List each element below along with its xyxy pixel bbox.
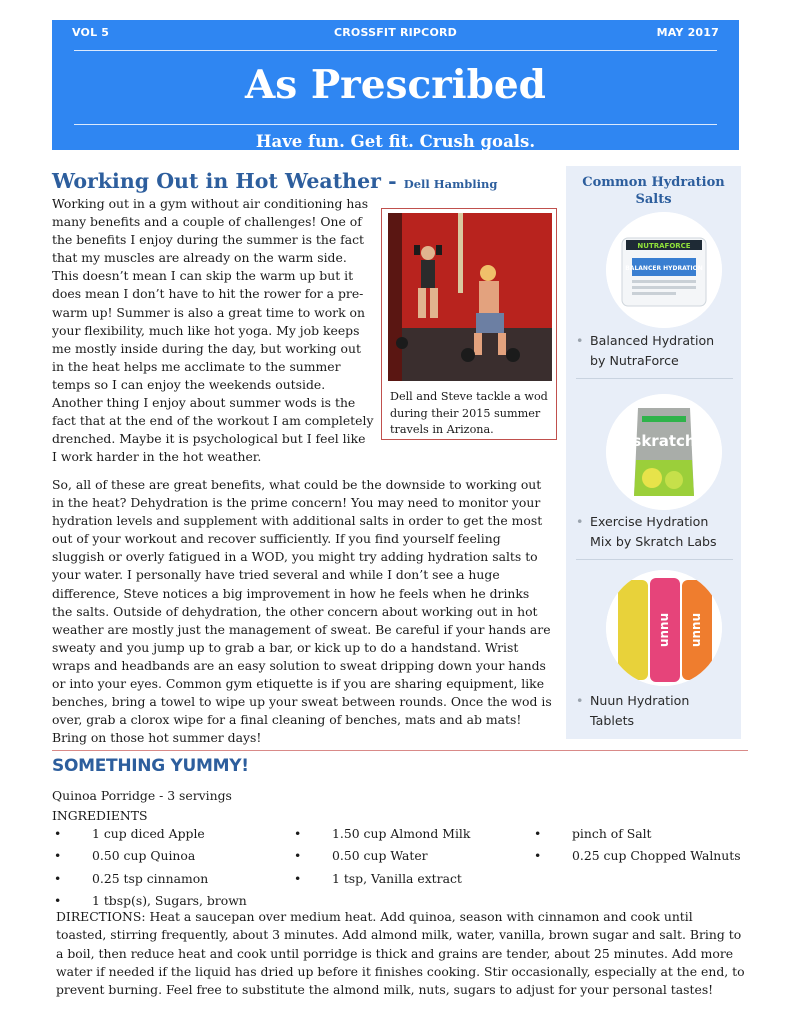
ingredients-column-2: [294, 825, 534, 892]
article-title: [52, 168, 552, 197]
recipe-directions: DIRECTIONS: Heat a saucepan over medium heat. Add quinoa, season with cinnamon and cook until toasted, stirring frequently, about 3 minutes. Add almond milk, water, vanilla, brown sugar and salt. Bring to a boil, then reduce heat and cook until porridge is thick and grains are tender, about 25 minutes. Add more water if needed if the liquid has dried up before it finishes cooking. Stir occasionally, especially at the end, to prevent burning. Feel free to substitute the almond milk, nuts, sugars to adjust for your personal tastes!: [56, 909, 745, 998]
sidebar-item-label: Balanced Hydration by NutraForce: [590, 333, 715, 368]
hydration-sidebar: [566, 166, 741, 739]
bullet: •: [54, 870, 62, 886]
sidebar-item-label: Exercise Hydration Mix by Skratch Labs: [590, 514, 717, 549]
svg-text:nuun: nuun: [658, 612, 672, 648]
sidebar-item-skratch: [576, 512, 726, 551]
sidebar-item-nuun: [576, 691, 726, 730]
sidebar-divider: [576, 378, 733, 379]
ingredient-item: [294, 870, 534, 892]
svg-text:NUTRAFORCE: NUTRAFORCE: [637, 242, 691, 250]
bullet: •: [294, 848, 302, 864]
svg-text:skratch: skratch: [632, 432, 696, 450]
ingredients-column-3: [534, 825, 754, 870]
ingredient-item: [54, 870, 294, 892]
sidebar-item-nutraforce: [576, 331, 726, 370]
nutraforce-tub-icon: [606, 212, 722, 328]
svg-text:BALANCER HYDRATION: BALANCER HYDRATION: [625, 265, 703, 272]
bullet: •: [294, 826, 302, 841]
ingredients-heading: INGREDIENTS: [52, 808, 148, 823]
ingredient-item: [294, 847, 534, 869]
bullet: •: [534, 826, 542, 841]
sidebar-item-label: Nuun Hydration Tablets: [590, 693, 690, 728]
bullet: •: [54, 848, 62, 864]
recipe-section-title: SOMETHING YUMMY!: [52, 756, 249, 776]
ingredient-text: 1 cup diced Apple: [92, 826, 205, 841]
recipe-name: Quinoa Porridge - 3 servings: [52, 788, 232, 803]
skratch-pouch-icon: [606, 394, 722, 510]
ingredient-item: [534, 847, 754, 869]
ingredient-text: 0.50 cup Quinoa: [92, 848, 196, 864]
ingredient-item: [534, 825, 754, 847]
section-divider: [52, 750, 748, 751]
masthead-top-bar: [72, 26, 719, 42]
ingredient-text: 0.25 cup Chopped Walnuts: [572, 848, 741, 864]
ingredient-text: pinch of Salt: [572, 826, 652, 841]
workout-photo-illustration: [388, 213, 552, 381]
article-author: Dell Hambling: [403, 177, 498, 191]
bullet: •: [54, 892, 62, 908]
article-paragraph-2: So, all of these are great benefits, what could be the downside to working out in the heat? Dehydration is the prime concern! You may need to monitor your hydration levels and supplement with additional salts in order to get the most out of your workout and recover sufficiently. If you find yourself feeling sluggish or overly fatigued in a WOD, you might try adding hydration salts to your water. I personally have tried several and while I don’t see a huge difference, Steve notices a big improvement in how he feels when he drinks the salts. Outside of dehydration, the other concern about working out in hot weather are mostly just the management of sweat. Be careful if your hands are sweaty and you jump up to grab a bar, or kick up to do a handstand. Wrist wraps and headbands are an easy solution to sweat dripping down your hands or into your eyes. Common gym etiquette is if you are sharing equipment, like benches, bring a towel to wipe up your sweat between rounds. Once the wod is over, grab a clorox wipe for a final cleaning of benches, mats and ab mats! Bring on those hot summer days!: [52, 477, 552, 746]
masthead: [52, 20, 739, 150]
sidebar-title: Common Hydration Salts: [582, 175, 725, 207]
ingredients-column-1: [54, 825, 294, 914]
skratch-product-image: [606, 394, 722, 510]
masthead-divider-top: [74, 50, 717, 51]
bullet: •: [534, 848, 542, 864]
workout-photo: [388, 213, 552, 381]
ingredient-item: [294, 825, 534, 847]
article-title-text: Working Out in Hot Weather -: [52, 169, 404, 193]
svg-text:nuun: nuun: [690, 612, 704, 648]
issue-date: MAY 2017: [656, 26, 719, 39]
sidebar-bullet: •: [576, 514, 584, 529]
bullet: •: [54, 826, 62, 841]
publisher-label: CROSSFIT RIPCORD: [333, 26, 458, 39]
newsletter-title: As Prescribed: [245, 62, 546, 108]
bullet: •: [294, 870, 302, 886]
photo-frame: [381, 208, 557, 440]
nutraforce-product-image: [606, 212, 722, 328]
nuun-product-image: [606, 570, 722, 686]
volume-label: VOL 5: [72, 26, 110, 39]
sidebar-bullet: •: [576, 333, 584, 348]
ingredient-text: 0.25 tsp cinnamon: [92, 870, 209, 886]
ingredient-text: 1 tbsp(s), Sugars, brown: [92, 892, 247, 908]
ingredient-text: 0.50 cup Water: [332, 848, 428, 864]
sidebar-bullet: •: [576, 693, 584, 708]
nuun-tubes-icon: [606, 570, 722, 686]
ingredient-text: 1.50 cup Almond Milk: [332, 826, 471, 841]
sidebar-divider: [576, 559, 733, 560]
masthead-divider-bottom: [74, 124, 717, 125]
photo-caption: Dell and Steve tackle a wod during their 2015 summer travels in Arizona.: [390, 390, 548, 436]
ingredient-item: [54, 825, 294, 847]
ingredient-text: 1 tsp, Vanilla extract: [332, 870, 462, 886]
newsletter-tagline: Have fun. Get fit. Crush goals.: [255, 132, 536, 151]
article-paragraph-1: Working out in a gym without air conditioning has many benefits and a couple of challenges! One of the benefits I enjoy during the summer is the fact that my muscles are already on the warm side. This doesn’t mean I can skip the warm up but it does mean I don’t have to hit the rower for a pre-warm up! Summer is also a great time to work on your flexibility, much like hot yoga. My job keeps me mostly inside during the day, but working out in the heat helps me acclimate to the summer temps so I can enjoy the weekends outside. Another thing I enjoy about summer wods is the fact that at the end of the workout I am completely drenched. Maybe it is psychological but I feel like I work harder in the hot weather.: [52, 196, 374, 465]
ingredient-item: [54, 847, 294, 869]
